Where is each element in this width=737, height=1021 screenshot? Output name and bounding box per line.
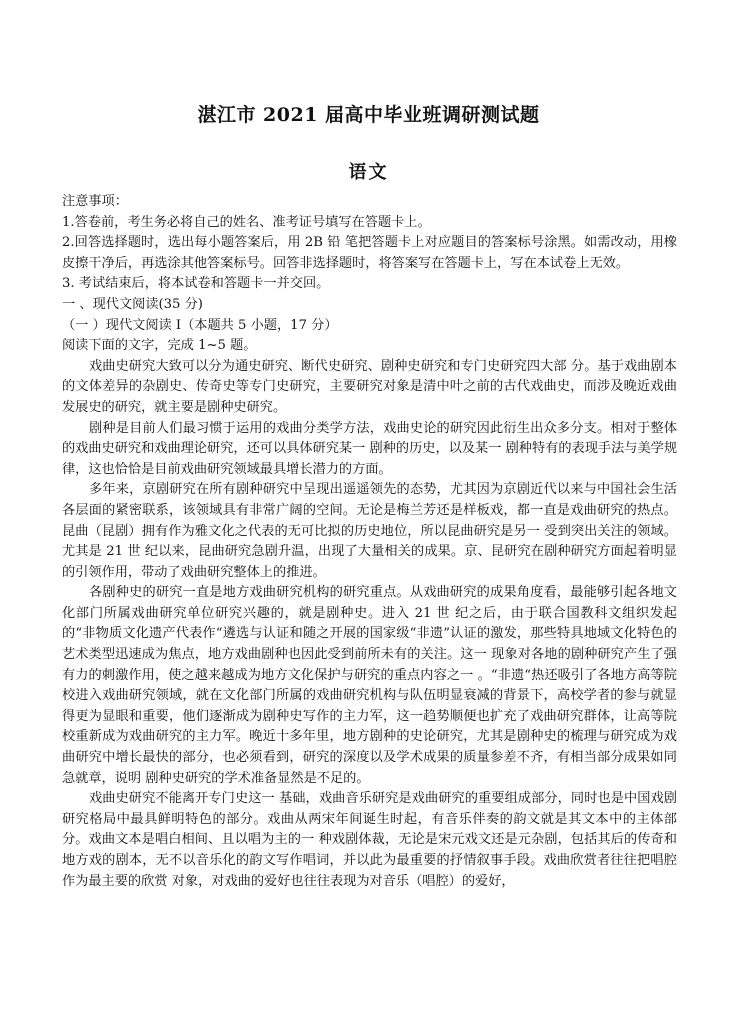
passage-paragraph: 戏曲史研究大致可以分为通史研究、断代史研究、剧种史研究和专门史研究四大部 分。基于戏曲剧本的文体差异的杂剧史、传奇史等专门史研究，主要研究对象是清中叶之前的古代戏曲史，而涉及晚近戏曲发展史的研究，就主要是剧种史研究。 — [62, 358, 677, 415]
passage-paragraph: 各剧种史的研究一直是地方戏曲研究机构的研究重点。从戏曲研究的成果角度看，最能够引起各地文化部门所属戏曲研究单位研究兴趣的，就是剧种史。进入 21 世 纪之后，由于联合国教科文组织发起的“非物质文化遗产代表作“遴选与认证和随之开展的国家级“非遗”认证的激发，那些特具地域文化特色的艺术类型迅速成为焦点，地方戏曲剧种也因此受到前所未有的关注。这一 现象对各地的剧种研究产生了强有力的刺激作用，使之越来越成为地方文化保护与研究的重点内容之一 。“非遗“热还吸引了各地方高等院校进入戏曲研究领域，就在文化部门所属的戏曲研究机构与队伍明显衰减的背景下，高校学者的参与就显得更为显眼和重要，他们逐渐成为剧种史写作的主力军，这一趋势顺便也扩充了戏曲研究群体，让高等院校重新成为戏曲研究的主力军。晚近十多年里，地方剧种的史论研究，尤其是剧种史的梳理与研究成为戏曲研究中增长最快的部分，也必须看到，研究的深度以及学术成果的质量参差不齐，有相当部分成果如同急就章，说明 剧种史研究的学术准备显然是不足的。 — [62, 585, 677, 786]
subject-title: 语文 — [348, 162, 389, 183]
passage-paragraph: 剧种是目前人们最习惯于运用的戏曲分类学方法，戏曲史论的研究因此衍生出众多分支。相对于整体的戏曲史研究和戏曲理论研究，还可以具体研究某一 剧种的历史，以及某一 剧种特有的表现手法与美学规律，这也恰恰是目前戏曲研究领域最具增长潜力的方面。 — [62, 420, 678, 477]
notice-item: 1.答卷前，考生务必将自己的姓名、准考证号填写在答题卡上。 — [62, 214, 431, 230]
section-subheading: （一 ）现代文阅读 I（本题共 5 小题，17 分） — [62, 317, 338, 333]
exam-title: 湛江市 2021 届高中毕业班调研测试题 — [197, 104, 540, 126]
notice-item: 3. 考试结束后，将本试卷和答题卡一并交回。 — [62, 276, 330, 292]
section-heading: 一 、现代文阅读(35 分) — [62, 296, 203, 312]
notice-item: 2.回答选择题时，选出每小题答案后，用 2B 铅 笔把答题卡上对应题目的答案标号涂黑。如需改动，用橡皮擦干净后，再选涂其他答案标号。回答非选择题时，将答案写在答题卡上，写在本试卷上无效。 — [62, 235, 677, 271]
passage-paragraph: 多年来，京剧研究在所有剧种研究中呈现出遥遥领先的态势，尤其因为京剧近代以来与中国社会生活各层面的紧密联系，该领域具有非常广阔的空间。无论是梅兰芳还是样板戏，都一直是戏曲研究的热点。昆曲（昆剧）拥有作为雅文化之代表的无可比拟的历史地位，所以昆曲研究是另一 受到突出关注的领域。尤其是 21 世 纪以来，昆曲研究急剧升温，出现了大量相关的成果。京、昆研究在剧种研究方面起着明显的引领作用，带动了戏曲研究整体上的推进。 — [62, 482, 677, 580]
notice-heading: 注意事项： — [62, 194, 128, 209]
passage-paragraph: 戏曲史研究不能离开专门史这一 基础，戏曲音乐研究是戏曲研究的重要组成部分，同时也是中国戏剧研究格局中最具鲜明特色的部分。戏曲从两宋年间诞生时起，有音乐伴奏的韵文就是其文本中的主体部分。戏曲文本是唱白相间、且以唱为主的一 种戏剧体裁，无论是宋元戏文还是元杂剧，包括其后的传奇和地方戏的剧本，无不以音乐化的韵文写作唱词，并以此为最重要的抒情叙事手段。戏曲欣赏者往往把唱腔作为最主要的欣赏 对象，对戏曲的爱好也往往表现为对音乐（唱腔）的爱好， — [62, 791, 677, 889]
exam-content — [62, 192, 677, 892]
reading-instruction: 阅读下面的文字，完成 1~5 题。 — [62, 338, 257, 354]
